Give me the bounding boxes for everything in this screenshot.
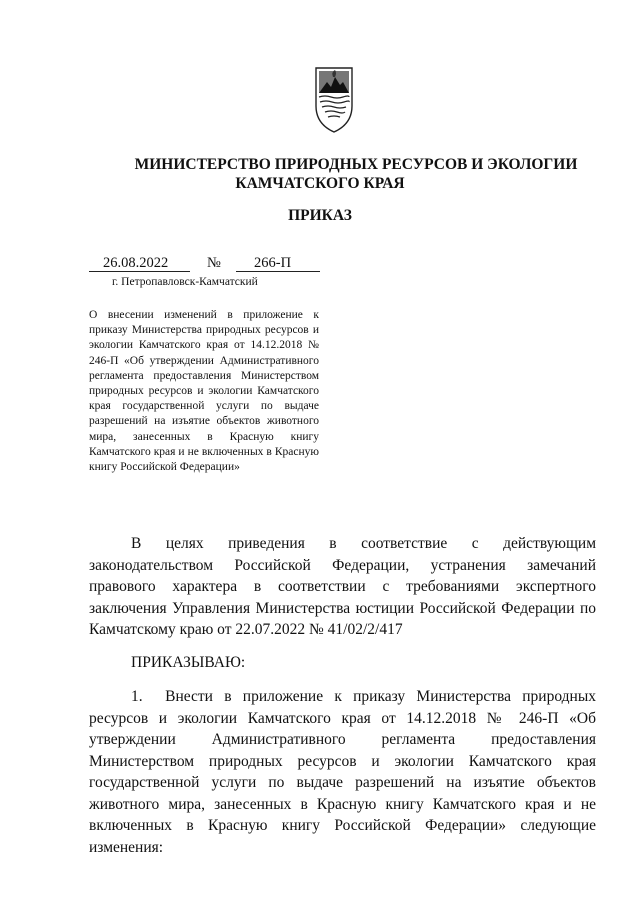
date-underline xyxy=(89,271,190,272)
city-name: г. Петропавловск-Камчатский xyxy=(112,276,258,288)
order-number: 266-П xyxy=(254,255,292,271)
number-sign: № xyxy=(207,255,221,271)
coat-of-arms-icon xyxy=(313,66,355,134)
order-subject: О внесении изменений в приложение к приказу Министерства природных ресурсов и экологии Камчатского края от 14.12.2018 № 246-П «Об утверждении Административного регламента предоставления Министерством природных ресурсов и экологии Камчатского края государственной услуги по выдаче разрешений на изъятие объектов животного мира, занесенных в Красную книгу Камчатского края и не включенных в Красную книгу Российской Федерации» xyxy=(89,309,319,474)
number-underline xyxy=(236,271,320,272)
item-1-paragraph: 1. Внести в приложение к приказу Министерства природных ресурсов и экологии Камчатского края от 14.12.2018 № 246-П «Об утверждении Административного регламента предоставления Министерством природных ресурсов и экологии Камчатского края государственной услуги по выдаче разрешений на изъятие объектов животного мира, занесенных в Красную книгу Камчатского края и не включенных в Красную книгу Российской Федерации» следующие изменения: xyxy=(89,688,596,856)
order-word: ПРИКАЗЫВАЮ: xyxy=(131,654,246,671)
ministry-name-line2: КАМЧАТСКОГО КРАЯ xyxy=(235,175,405,192)
preamble-paragraph: В целях приведения в соответствие с действующим законодательством Российской Федерации, устранения замечаний правового характера в соответствии с требованиями экспертного заключения Управления Министерства юстиции Российской Федерации по Камчатскому краю от 22.07.2022 № 41/02/2/417 xyxy=(89,535,596,638)
document-title: ПРИКАЗ xyxy=(288,207,352,224)
ministry-name-line1: МИНИСТЕРСТВО ПРИРОДНЫХ РЕСУРСОВ И ЭКОЛОГИИ xyxy=(134,156,578,173)
order-date: 26.08.2022 xyxy=(103,255,169,271)
